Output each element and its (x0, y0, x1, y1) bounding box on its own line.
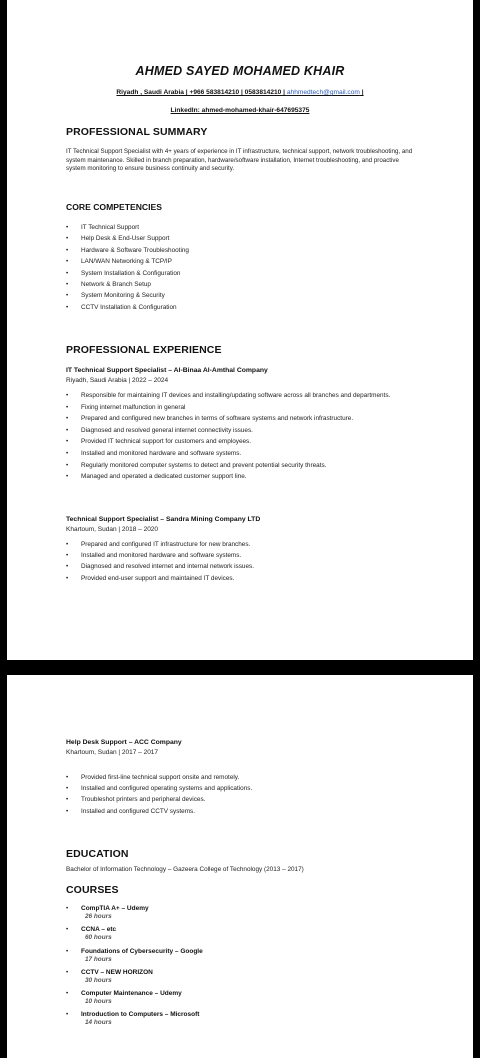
job-meta: Khartoum, Sudan | 2017 – 2017 (66, 749, 159, 756)
list-item: • Diagnosed and resolved general internet connectivity issues. (66, 427, 396, 435)
course-title: • Computer Maintenance – Udemy (81, 990, 182, 998)
list-item (66, 1011, 203, 1032)
summary-text: IT Technical Support Specialist with 4+ years of experience in IT infrastructure, technical support, network troubleshooting, and system maintenance. Skilled in branch preparation, hardware/software installation, Internet troubleshooting, and proactive system monitoring to ensure business continuity and security. (66, 148, 413, 172)
list-item (66, 969, 203, 990)
list-item: • Regularly monitored computer systems to detect and prevent potential security threats. (66, 462, 396, 470)
candidate-name: AHMED SAYED MOHAMED KHAIR (135, 64, 345, 78)
contact-suffix: | (359, 89, 364, 96)
course-title: • Foundations of Cybersecurity – Google (81, 947, 203, 955)
course-hours: 14 hours (85, 1019, 112, 1027)
list-item: • Hardware & Software Troubleshooting (66, 247, 189, 258)
job-title: IT Technical Support Specialist – Al-Binaa Al-Amthal Company (66, 367, 268, 374)
list-item: • System Installation & Configuration (66, 270, 189, 281)
course-hours: 26 hours (85, 913, 112, 920)
list-item: • CCTV Installation & Configuration (66, 304, 189, 315)
experience-heading: PROFESSIONAL EXPERIENCE (66, 344, 222, 356)
resume-page-1 (7, 0, 473, 660)
list-item: • Prepared and configured IT infrastructure for new branches. (66, 541, 396, 552)
list-item: • Installed and monitored hardware and software systems. (66, 552, 396, 563)
contact-details: Riyadh , Saudi Arabia | +966 583814210 | 0583814210 | (116, 89, 287, 96)
education-heading: EDUCATION (66, 848, 129, 860)
list-item: • System Monitoring & Security (66, 292, 189, 303)
job-meta: Khartoum, Sudan | 2018 – 2020 (66, 526, 159, 533)
job-bullets (66, 541, 396, 586)
summary-heading: PROFESSIONAL SUMMARY (66, 126, 208, 138)
list-item: • Fixing internet malfunction in general (66, 404, 396, 412)
linkedin-link[interactable]: LinkedIn: ahmed-mohamed-khair-647695375 (170, 107, 310, 114)
course-title: • CompTIA A+ – Udemy (81, 905, 149, 912)
list-item: • LAN/WAN Networking & TCP/IP (66, 258, 189, 269)
list-item (66, 926, 203, 947)
job-meta: Riyadh, Saudi Arabia | 2022 – 2024 (66, 377, 169, 384)
course-hours: 30 hours (85, 976, 112, 984)
course-title: • Introduction to Computers – Microsoft (81, 1011, 200, 1019)
list-item: • Installed and configured operating systems and applications. (66, 785, 396, 796)
job-title: Technical Support Specialist – Sandra Mining Company LTD (66, 516, 261, 523)
courses-list (66, 905, 203, 1033)
list-item: • Managed and operated a dedicated customer support line. (66, 473, 396, 481)
list-item (66, 990, 203, 1011)
list-item: • Diagnosed and resolved internet and internal network issues. (66, 563, 396, 574)
job-bullets (66, 774, 396, 819)
list-item: • Troubleshot printers and peripheral devices. (66, 796, 396, 807)
email-link[interactable]: ahhmedtech@gmail.com (286, 89, 360, 96)
job-title: Help Desk Support – ACC Company (66, 739, 182, 746)
list-item: • Installed and monitored hardware and software systems. (66, 450, 396, 458)
courses-heading: COURSES (66, 884, 119, 896)
list-item: • Prepared and configured new branches in terms of software systems and network infrastructure. (66, 415, 396, 423)
course-hours: 60 hours (85, 934, 112, 942)
list-item: • Provided IT technical support for customers and employees. (66, 438, 396, 446)
list-item (66, 905, 203, 926)
competencies-heading: CORE COMPETENCIES (66, 202, 162, 212)
list-item: • Installed and configured CCTV systems. (66, 808, 396, 819)
list-item: • IT Technical Support (66, 224, 189, 235)
course-hours: 17 hours (85, 955, 112, 963)
course-title: • CCTV – NEW HORIZON (81, 968, 153, 976)
competencies-list (66, 224, 189, 315)
list-item: • Responsible for maintaining IT devices and installing/updating software across all branches and departments. (66, 392, 396, 400)
course-hours: 10 hours (85, 998, 112, 1006)
education-entry: Bachelor of Information Technology – Gazeera College of Technology (2013 – 2017) (66, 866, 304, 873)
course-title: • CCNA – etc (81, 926, 117, 934)
contact-line (7, 89, 473, 96)
list-item: • Provided first-line technical support onsite and remotely. (66, 774, 396, 785)
resume-page-2 (7, 675, 473, 1058)
list-item: • Provided end-user support and maintained IT devices. (66, 575, 396, 586)
list-item: • Help Desk & End-User Support (66, 235, 189, 246)
job-bullets (66, 392, 396, 485)
list-item (66, 948, 203, 969)
list-item: • Network & Branch Setup (66, 281, 189, 292)
